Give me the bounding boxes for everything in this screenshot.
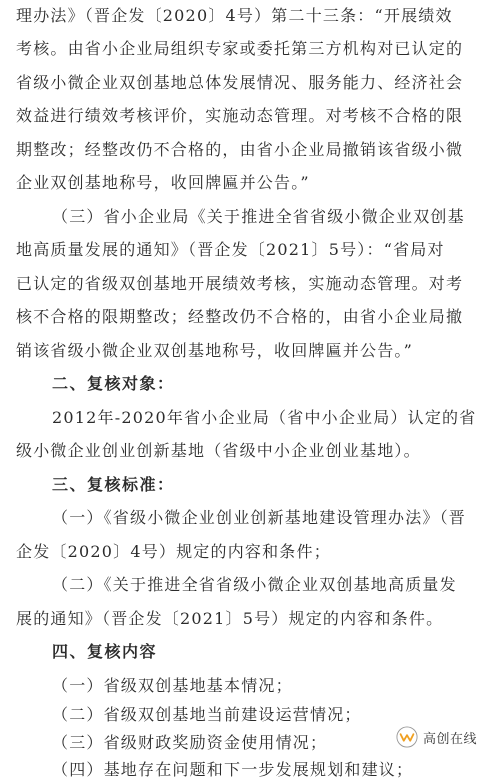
body-line: （三）省级财政奖励资金使用情况； [52,733,328,752]
body-line: 期整改；经整改仍不合格的，由省小企业局撤销该省级小微 [16,140,464,159]
body-line: 级小微企业创业创新基地（省级中小企业创业基地）。 [16,441,421,460]
body-line: （二）省级双创基地当前建设运营情况； [52,705,362,724]
body-line: 企发〔2020〕4号）规定的内容和条件； [16,542,331,561]
body-line: 已认定的省级双创基地开展绩效考核，实施动态管理。对考 [16,274,464,293]
body-line: 企业双创基地称号，收回牌匾并公告。” [16,173,310,192]
body-line: （一）《省级小微企业创业创新基地建设管理办法》（晋 [52,508,467,527]
body-line: 核不合格的限期整改；经整改仍不合格的，由省小企业局撤 [16,307,464,326]
body-line: 省级小微企业双创基地总体发展情况、服务能力、经济社会 [16,73,464,92]
body-line: （四）基地存在问题和下一步发展规划和建议； [52,760,414,779]
section-heading: 二、复核对象： [52,374,175,393]
body-line: 销该省级小微企业双创基地称号，收回牌匾并公告。” [16,341,413,360]
body-line: （一）省级双创基地基本情况； [52,676,293,695]
section-heading: 四、复核内容 [52,642,158,661]
body-line: 展的通知》（晋企发〔2021〕5号）规定的内容和条件。 [16,609,444,628]
section-heading: 三、复核标准： [52,475,175,494]
body-line: 考核。由省小企业局组织专家或委托第三方机构对已认定的 [16,39,464,58]
body-line: 效益进行绩效考核评价，实施动态管理。对考核不合格的限 [16,106,464,125]
body-line: （二）《关于推进全省省级小微企业双创基地高质量发 [52,575,457,594]
body-line: 地高质量发展的通知》（晋企发〔2021〕5号）：“省局对 [16,240,445,259]
watermark-text: 高创在线 [422,731,477,747]
watermark [392,726,481,748]
body-line: 2012年-2020年省小企业局（省中小企业局）认定的省 [52,408,477,427]
body-line: 理办法》（晋企发〔2020〕4号）第二十三条：“开展绩效 [16,6,453,25]
body-line: （三）省小企业局《关于推进全省省级小微企业双创基 [52,207,465,226]
wechat-channel-icon [396,726,418,748]
